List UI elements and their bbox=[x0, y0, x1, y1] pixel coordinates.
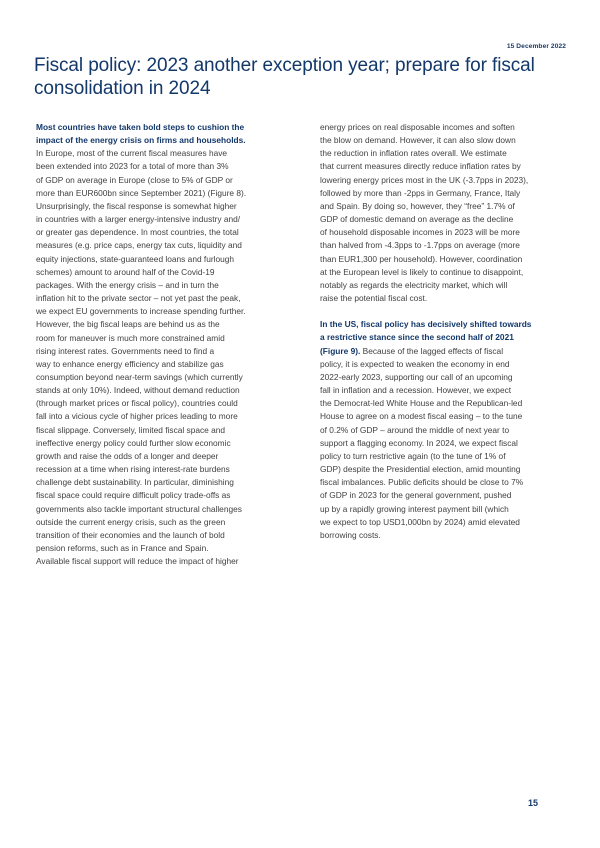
text-line: GDP of domestic demand on average as the decline bbox=[320, 214, 514, 225]
text-line: However, the big fiscal leaps are behind us as the bbox=[36, 319, 220, 330]
text-line: than halved from -4.3pps to -1.7pps on average (more bbox=[320, 240, 520, 251]
text-line: at the European level is likely to continue to disappoint, bbox=[320, 266, 524, 277]
text-line: the blow on demand. However, it can also slow down bbox=[320, 135, 516, 146]
text-line: schemes) amount to around half of the Covid-19 bbox=[36, 266, 215, 277]
text-line: In Europe, most of the current fiscal measures have bbox=[36, 148, 228, 159]
text-line: governments also tackle important structural challenges bbox=[36, 503, 242, 514]
text-line: Available fiscal support will reduce the impact of higher bbox=[36, 556, 239, 567]
paragraph-lead-bold bbox=[36, 121, 298, 147]
paragraph-energy-crisis-measures bbox=[36, 121, 298, 568]
text-line: a restrictive stance since the second half of 2021 bbox=[320, 332, 514, 343]
text-line: energy prices on real disposable incomes and soften bbox=[320, 122, 515, 132]
text-line: way to enhance energy efficiency and stabilize gas bbox=[36, 358, 224, 369]
text-line: fiscal slippage. Conversely, limited fiscal space and bbox=[36, 424, 226, 435]
text-line: equity injections, state-guaranteed loans and furlough bbox=[36, 253, 235, 264]
text-line: House to agree on a modest fiscal easing – to the tune bbox=[320, 411, 523, 422]
text-line: room for maneuver is much more constrained amid bbox=[36, 332, 225, 343]
text-line: followed by more than -2pps in Germany, France, Italy bbox=[320, 187, 521, 198]
text-line bbox=[320, 345, 590, 358]
text-line: impact of the energy crisis on firms and households. bbox=[36, 135, 246, 146]
paragraph-us-fiscal-policy bbox=[320, 318, 590, 542]
text-line: transition of their economies and the launch of bold bbox=[36, 529, 225, 540]
text-line: we expect EU governments to increase spending further. bbox=[36, 306, 246, 317]
text-line: Unsurprisingly, the fiscal response is somewhat higher bbox=[36, 200, 237, 211]
text-line: inflation hit to the private sector – not yet past the peak, bbox=[36, 293, 241, 304]
text-line: support a flagging economy. In 2024, we expect fiscal bbox=[320, 437, 518, 448]
text-line: fall in inflation and a recession. However, we expect bbox=[320, 385, 512, 396]
text-line: recession at a time when rising interest-rate burdens bbox=[36, 464, 230, 475]
text-line: fall into a vicious cycle of higher prices leading to more bbox=[36, 411, 238, 422]
text-line: rising interest rates. Governments need to find a bbox=[36, 345, 215, 356]
text-line: been extended into 2023 for a total of more than 3% bbox=[36, 161, 229, 172]
text-line: GDP) despite the Presidential election, amid mounting bbox=[320, 464, 521, 475]
text-line: that current measures directly reduce inflation rates by bbox=[320, 161, 521, 172]
text-line: measures (e.g. price caps, energy tax cuts, liquidity and bbox=[36, 240, 242, 251]
text-line: we expect to top USD1,000bn by 2024) amid elevated bbox=[320, 516, 520, 527]
text-line: more than EUR600bn since September 2021) (Figure 8). bbox=[36, 187, 247, 198]
text-line: of 0.2% of GDP – around the middle of next year to bbox=[320, 424, 510, 435]
text-line: consumption beyond near-term savings (which currently bbox=[36, 371, 243, 382]
text-line: of GDP in 2023 for the general government, pushed bbox=[320, 490, 512, 501]
text-line: notably as regards the electricity market, which will bbox=[320, 279, 508, 290]
text-line: fiscal imbalances. Public deficits should be close to 7% bbox=[320, 477, 524, 488]
text-line: ineffective energy policy could further slow economic bbox=[36, 437, 231, 448]
text-line: In the US, fiscal policy has decisively shifted towards bbox=[320, 319, 532, 330]
report-date: 15 December 2022 bbox=[506, 43, 566, 50]
text-line: in countries with a larger energy-intensive industry and/ bbox=[36, 214, 241, 225]
text-line: pension reforms, such as in France and Spain. bbox=[36, 543, 209, 553]
page-title: Fiscal policy: 2023 another exception year; prepare for fiscal consolidation in 2024 bbox=[34, 55, 535, 99]
text-line: growth and raise the odds of a longer and deeper bbox=[36, 450, 219, 461]
text-line: the reduction in inflation rates overall. We estimate bbox=[320, 148, 507, 159]
right-column bbox=[320, 121, 590, 542]
text-line: raise the potential fiscal cost. bbox=[320, 293, 428, 304]
text-line: policy, it is expected to weaken the economy in end bbox=[320, 358, 510, 369]
text-line: challenge debt sustainability. In particular, diminishing bbox=[36, 477, 234, 488]
text-line: fiscal space could require difficult policy trade-offs as bbox=[36, 490, 231, 501]
text-line: of GDP on average in Europe (close to 5% of GDP or bbox=[36, 174, 233, 185]
text-line: policy to turn restrictive again (to the tune of 1% of bbox=[320, 450, 506, 461]
text-fragment: Because of the lagged effects of fiscal bbox=[360, 345, 504, 356]
text-line: borrowing costs. bbox=[320, 529, 381, 540]
text-line: Most countries have taken bold steps to cushion the bbox=[36, 122, 245, 132]
text-line: packages. With the energy crisis – and in turn the bbox=[36, 279, 219, 290]
text-line: or greater gas dependence. In most countries, the total bbox=[36, 227, 239, 238]
paragraph-inflation-impact bbox=[320, 121, 590, 305]
text-line: 2022-early 2023, supporting our call of an upcoming bbox=[320, 371, 513, 382]
left-column bbox=[36, 121, 298, 568]
text-line: the Democrat-led White House and the Republican-led bbox=[320, 398, 523, 409]
paragraph-lead-bold bbox=[320, 318, 590, 344]
text-line: (through market prices or fiscal policy), countries could bbox=[36, 398, 238, 409]
page-number: 15 bbox=[528, 798, 539, 808]
text-line: than EUR1,300 per household). However, coordination bbox=[320, 253, 523, 264]
text-line: up by a rapidly growing interest payment bill (which bbox=[320, 503, 509, 514]
text-line: outside the current energy crisis, such as the green bbox=[36, 516, 226, 527]
text-line: lowering energy prices most in the UK (-3.7pps in 2023), bbox=[320, 174, 529, 185]
text-line: of household disposable incomes in 2023 will be more bbox=[320, 227, 520, 238]
text-line: and Spain. By doing so, however, they “free” 1.7% of bbox=[320, 200, 515, 211]
figure-reference: (Figure 9). bbox=[320, 345, 361, 356]
text-line: stands at only 10%). Indeed, without demand reduction bbox=[36, 385, 240, 396]
